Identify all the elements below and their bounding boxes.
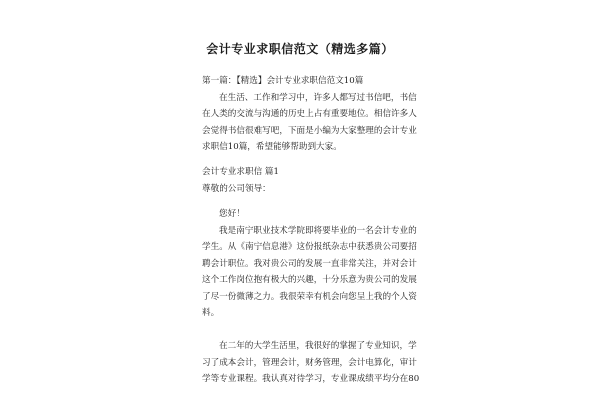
paragraph1-line-2: 学生。从《南宁信息港》这份报纸杂志中获悉贵公司要招 <box>202 242 417 252</box>
paragraph1-line-4: 这个工作岗位抱有极大的兴趣，十分乐意为贵公司的发展 <box>202 275 417 285</box>
section-intro <box>202 73 417 156</box>
letter-body <box>202 206 420 388</box>
paragraph1-line-5: 了尽一份微薄之力。我很荣幸有机会向您呈上我的个人资 <box>202 291 417 302</box>
document-title: 会计专业求职信范文（精选多篇） <box>206 42 394 56</box>
letter-header <box>202 164 402 197</box>
intro-line-2: 在人类的交流与沟通的历史上占有重要地位。相信许多人 <box>202 109 417 119</box>
paragraph2-line-3: 学等专业课程。我认真对待学习，专业课成绩平均分在80 <box>202 374 420 384</box>
paragraph2-line-1: 在二年的大学生活里，我很好的掌握了专业知识，学 <box>219 341 417 351</box>
intro-line-3: 会觉得书信很难写吧，下面是小编为大家整理的会计专业 <box>202 125 417 136</box>
paragraph1-line-6: 料。 <box>202 308 220 318</box>
greeting: 您好！ <box>219 209 245 219</box>
salutation: 尊敬的公司领导： <box>202 183 271 194</box>
letter-heading: 会计专业求职信 篇1 <box>202 167 279 177</box>
intro-line-4: 求职信10篇，希望能够帮助到大家。 <box>202 142 342 152</box>
paragraph2-line-2: 习了成本会计，管理会计，财务管理，会计电算化，审计 <box>202 357 417 368</box>
section-heading: 第一篇：【精选】会计专业求职信范文10篇 <box>202 76 364 86</box>
paragraph-gap <box>202 322 402 339</box>
paragraph1-line-3: 聘会计职位。我对贵公司的发展一直非常关注，并对会计 <box>202 258 417 269</box>
intro-line-1: 在生活、工作和学习中，许多人都写过书信吧，书信 <box>219 92 417 103</box>
paragraph1-line-1: 我是南宁职业技术学院即将要毕业的一名会计专业的 <box>219 225 417 236</box>
